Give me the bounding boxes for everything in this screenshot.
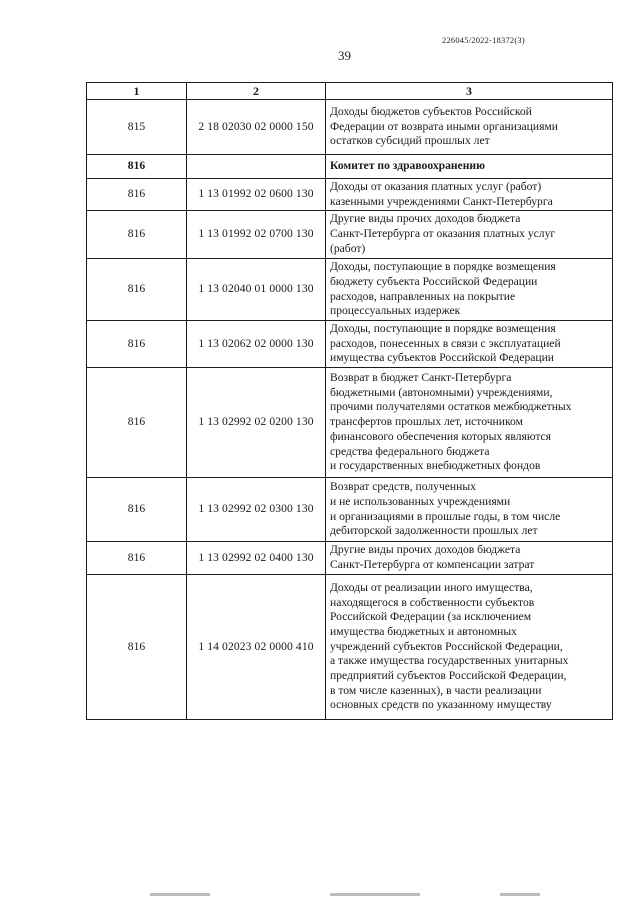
description-line: Другие виды прочих доходов бюджета (330, 543, 521, 557)
table-body (87, 100, 613, 720)
admin-code-cell: 816 (87, 368, 187, 478)
description-line: Доходы от оказания платных услуг (работ) (330, 179, 542, 193)
revenue-description-cell (326, 478, 613, 542)
description-line: Комитет по здравоохранению (330, 159, 485, 173)
column-header-1: 1 (87, 83, 187, 100)
table-section-row (87, 155, 613, 179)
description-line: и государственных внебюджетных фондов (330, 459, 541, 473)
description-line: бюджету субъекта Российской Федерации (330, 274, 538, 288)
description-line: учреждений субъектов Российской Федерации, (330, 639, 563, 653)
admin-code-cell: 816 (87, 321, 187, 368)
page-number: 39 (338, 48, 351, 63)
description-line: имущества субъектов Российской Федерации (330, 351, 555, 365)
table-row (87, 478, 613, 542)
budget-classification-code-cell: 1 13 01992 02 0700 130 (187, 211, 326, 259)
budget-classification-code-cell: 1 13 02992 02 0200 130 (187, 368, 326, 478)
description-line: Доходы, поступающие в порядке возмещения (330, 260, 556, 274)
budget-classification-code-cell: 1 13 01992 02 0600 130 (187, 179, 326, 211)
table-header-row (87, 83, 613, 100)
description-line: средства федерального бюджета (330, 444, 490, 458)
table-row (87, 368, 613, 478)
description-line: Доходы от реализации иного имущества, (330, 580, 533, 594)
admin-code-cell: 816 (87, 478, 187, 542)
description-line: Федерации от возврата иными организациями (330, 119, 558, 133)
column-header-2: 2 (187, 83, 326, 100)
description-line: и организациями в прошлые годы, в том числе (330, 509, 561, 523)
description-line: Российской Федерации (за исключением (330, 610, 532, 624)
description-line: Возврат средств, полученных (330, 480, 476, 494)
budget-classification-code-cell (187, 155, 326, 179)
description-line: Доходы бюджетов субъектов Российской (330, 104, 532, 118)
description-line: расходов, направленных на покрытие (330, 289, 516, 303)
description-line: (работ) (330, 241, 366, 255)
scan-edge-mark (500, 893, 540, 896)
table-row (87, 179, 613, 211)
budget-classification-code-cell: 2 18 02030 02 0000 150 (187, 100, 326, 155)
admin-code-cell: 816 (87, 179, 187, 211)
revenue-description-cell (326, 211, 613, 259)
scan-edge-mark (150, 893, 210, 896)
revenue-description-cell (326, 321, 613, 368)
description-line: предприятий субъектов Российской Федерации, (330, 669, 567, 683)
revenue-description-cell (326, 542, 613, 575)
description-line: а также имущества государственных унитарных (330, 654, 569, 668)
document-registration-number: 226045/2022-18372(3) (442, 35, 525, 45)
description-line: прочими получателями остатков межбюджетных (330, 400, 572, 414)
description-line: трансфертов прошлых лет, источником (330, 415, 523, 429)
admin-code-cell: 816 (87, 211, 187, 259)
admin-code-cell: 816 (87, 575, 187, 720)
description-line: финансового обеспечения которых являются (330, 429, 552, 443)
description-line: Другие виды прочих доходов бюджета (330, 212, 521, 226)
revenue-description-cell (326, 259, 613, 321)
budget-classification-code-cell: 1 13 02992 02 0400 130 (187, 542, 326, 575)
description-line: казенными учреждениями Санкт-Петербурга (330, 194, 553, 208)
admin-code-cell: 816 (87, 155, 187, 179)
revenue-description-cell (326, 368, 613, 478)
revenue-description-cell (326, 575, 613, 720)
description-line: бюджетными (автономными) учреждениями, (330, 385, 553, 399)
description-line: расходов, понесенных в связи с эксплуатацией (330, 336, 561, 350)
budget-classification-code-cell: 1 13 02062 02 0000 130 (187, 321, 326, 368)
description-line: в том числе казенных), в части реализации (330, 683, 542, 697)
description-line: дебиторской задолженности прошлых лет (330, 524, 538, 538)
budget-revenue-table (86, 82, 613, 720)
revenue-description-cell (326, 179, 613, 211)
admin-code-cell: 815 (87, 100, 187, 155)
revenue-description-cell (326, 155, 613, 179)
admin-code-cell: 816 (87, 542, 187, 575)
table-row (87, 575, 613, 720)
budget-classification-code-cell: 1 13 02040 01 0000 130 (187, 259, 326, 321)
budget-classification-code-cell: 1 14 02023 02 0000 410 (187, 575, 326, 720)
budget-classification-code-cell: 1 13 02992 02 0300 130 (187, 478, 326, 542)
scan-edge-mark (330, 893, 420, 896)
description-line: остатков субсидий прошлых лет (330, 134, 490, 148)
revenue-description-cell (326, 100, 613, 155)
description-line: Доходы, поступающие в порядке возмещения (330, 321, 556, 335)
description-line: и не использованных учреждениями (330, 494, 511, 508)
table-row (87, 321, 613, 368)
description-line: основных средств по указанному имуществу (330, 698, 552, 712)
table-row (87, 259, 613, 321)
admin-code-cell: 816 (87, 259, 187, 321)
table-row (87, 542, 613, 575)
description-line: имущества бюджетных и автономных (330, 624, 517, 638)
description-line: Санкт-Петербурга от оказания платных услуг (330, 227, 556, 241)
table-row (87, 100, 613, 155)
description-line: процессуальных издержек (330, 304, 461, 318)
column-header-3: 3 (326, 83, 613, 100)
description-line: находящегося в собственности субъектов (330, 595, 535, 609)
table-row (87, 211, 613, 259)
description-line: Санкт-Петербурга от компенсации затрат (330, 558, 535, 571)
description-line: Возврат в бюджет Санкт-Петербурга (330, 371, 512, 385)
